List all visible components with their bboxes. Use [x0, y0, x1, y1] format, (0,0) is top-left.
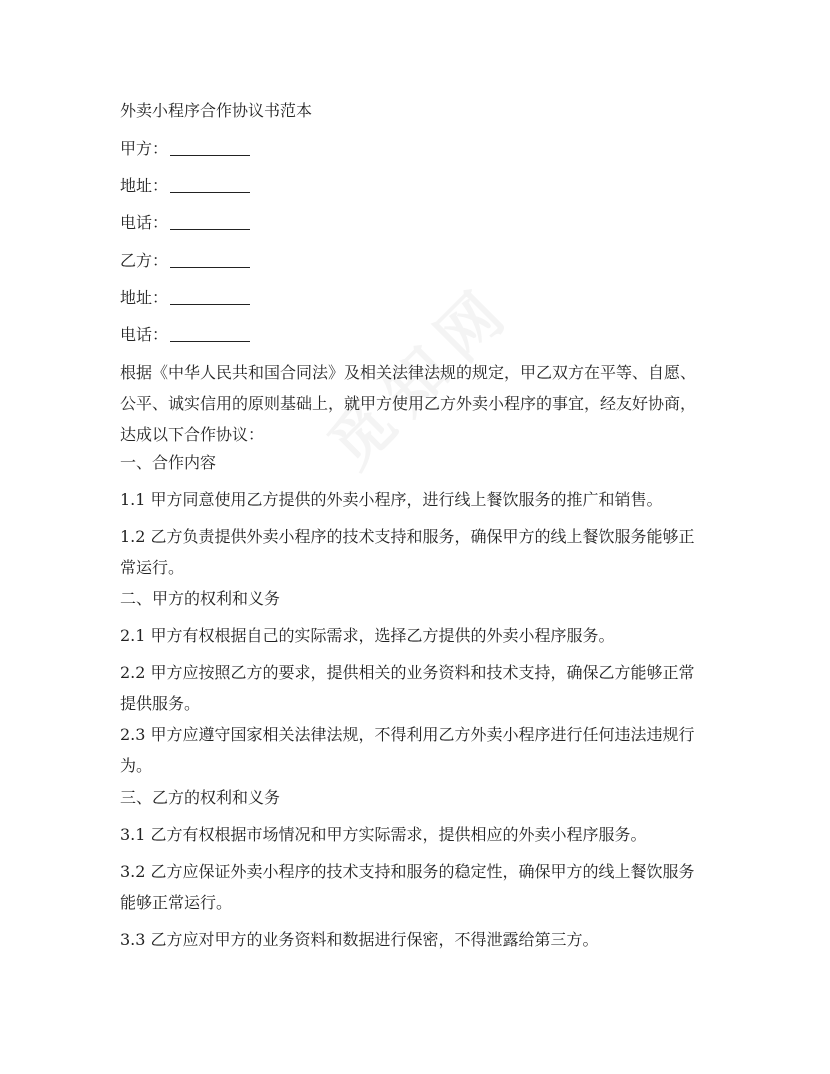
party-b-phone-blank	[170, 325, 250, 342]
clause-1-2	[120, 527, 720, 589]
clause-3-3	[120, 930, 720, 961]
party-b-address-label: 地址：	[120, 288, 169, 307]
section-heading: 二、甲方的权利和义务	[120, 589, 281, 608]
clause-3-2	[120, 862, 720, 924]
clause-2-2	[120, 663, 720, 725]
clause-line: 2.1 甲方有权根据自己的实际需求，选择乙方提供的外卖小程序服务。	[120, 626, 615, 645]
party-b-field	[120, 251, 250, 271]
intro-line: 根据《中华人民共和国合同法》及相关法律法规的规定，甲乙双方在平等、自愿、	[120, 363, 697, 382]
party-a-address-label: 地址：	[120, 176, 169, 195]
section-heading: 一、合作内容	[120, 453, 217, 472]
party-b-phone-label: 电话：	[120, 325, 169, 344]
clause-line: 提供服务。	[120, 694, 201, 713]
party-a-phone-field	[120, 213, 250, 233]
clause-1-1	[120, 490, 720, 521]
party-b-phone-field	[120, 325, 250, 345]
clause-line: 3.1 乙方有权根据市场情况和甲方实际需求，提供相应的外卖小程序服务。	[120, 825, 647, 844]
intro-line: 达成以下合作协议：	[120, 425, 265, 444]
party-a-address-blank	[170, 176, 250, 193]
party-a-address-field	[120, 176, 250, 196]
intro-paragraph	[120, 363, 720, 456]
clause-2-3	[120, 725, 720, 787]
clause-line: 常运行。	[120, 558, 185, 577]
clause-line: 3.3 乙方应对甲方的业务资料和数据进行保密，不得泄露给第三方。	[120, 930, 599, 949]
party-b-blank	[170, 251, 250, 268]
clause-line: 1.2 乙方负责提供外卖小程序的技术支持和服务，确保甲方的线上餐饮服务能够正	[120, 527, 695, 546]
document-title: 外卖小程序合作协议书范本	[120, 101, 313, 120]
clause-line: 3.2 乙方应保证外卖小程序的技术支持和服务的稳定性，确保甲方的线上餐饮服务	[120, 862, 695, 881]
clause-3-1	[120, 825, 720, 856]
party-a-phone-label: 电话：	[120, 213, 169, 232]
clause-line: 1.1 甲方同意使用乙方提供的外卖小程序，进行线上餐饮服务的推广和销售。	[120, 490, 663, 509]
clause-line: 2.2 甲方应按照乙方的要求，提供相关的业务资料和技术支持，确保乙方能够正常	[120, 663, 695, 682]
party-a-phone-blank	[170, 213, 250, 230]
party-b-label: 乙方：	[120, 251, 169, 270]
party-a-label: 甲方：	[120, 139, 169, 158]
section-heading: 三、乙方的权利和义务	[120, 788, 281, 807]
intro-line: 公平、诚实信用的原则基础上，就甲方使用乙方外卖小程序的事宜，经友好协商，	[120, 394, 697, 413]
clause-line: 为。	[120, 756, 153, 775]
party-a-field	[120, 139, 250, 159]
party-a-blank	[170, 139, 250, 156]
clause-line: 2.3 甲方应遵守国家相关法律法规，不得利用乙方外卖小程序进行任何违法违规行	[120, 725, 695, 744]
clause-2-1	[120, 626, 720, 657]
party-b-address-blank	[170, 288, 250, 305]
clause-line: 能够正常运行。	[120, 893, 233, 912]
party-b-address-field	[120, 288, 250, 308]
